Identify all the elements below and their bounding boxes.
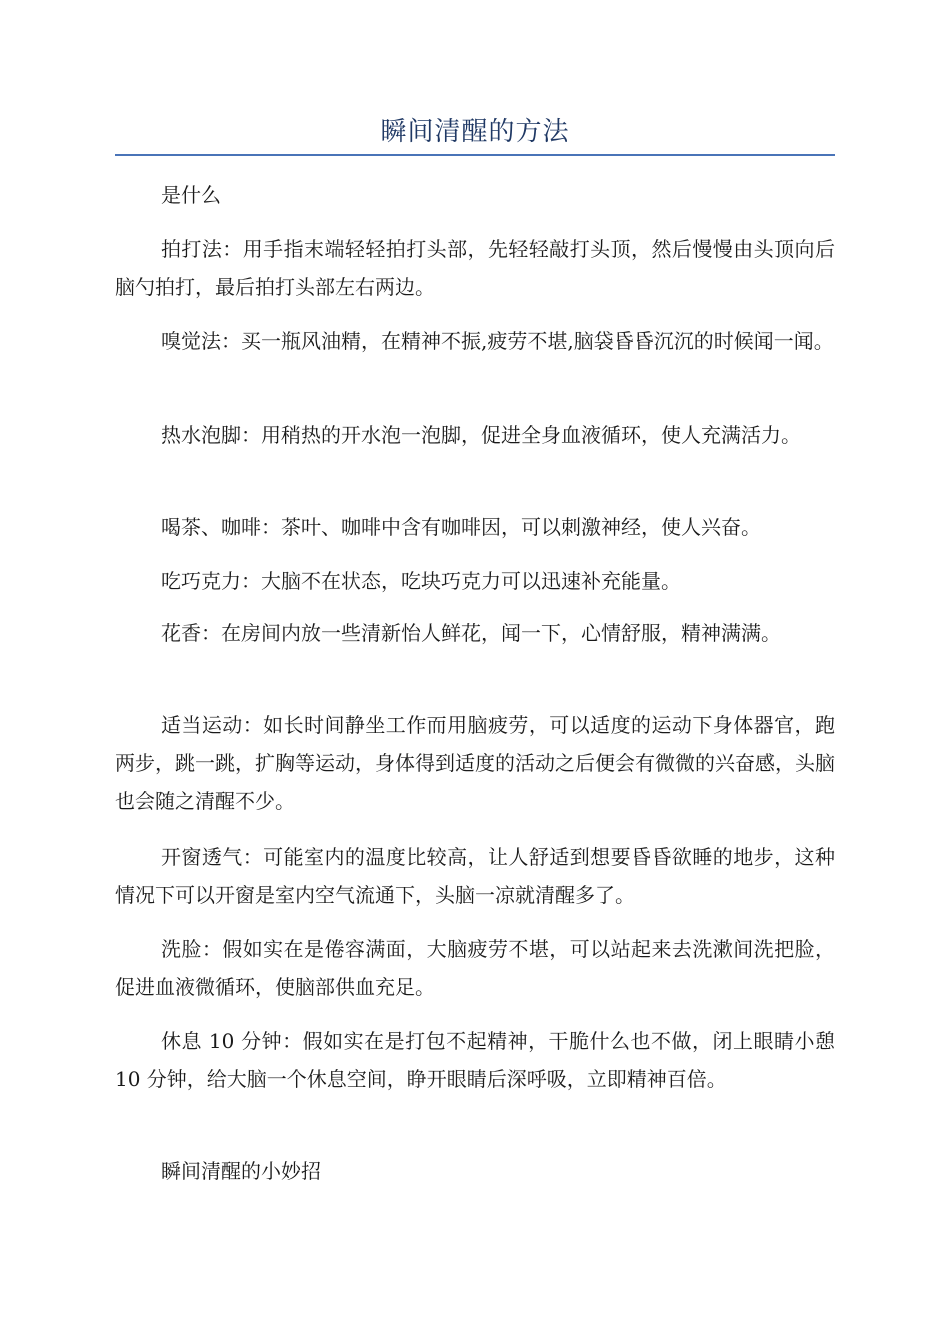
paragraph-heading-what: 是什么 <box>161 183 221 207</box>
paragraph-rest-ten-minutes: 休息 10 分钟：假如实在是打包不起精神，干脆什么也不做，闭上眼睛小憩 10 分钟，给大脑一个休息空间，睁开眼睛后深呼吸，立即精神百倍。 <box>115 1029 835 1091</box>
paragraph-wash-face: 洗脸：假如实在是倦容满面，大脑疲劳不堪，可以站起来去洗漱间洗把脸，促进血液微循环，使脑部供血充足。 <box>115 937 835 999</box>
paragraph-foot-soak: 热水泡脚：用稍热的开水泡一泡脚，促进全身血液循环，使人充满活力。 <box>161 423 801 447</box>
document-title: 瞬间清醒的方法 <box>380 117 570 147</box>
paragraph-tea-coffee: 喝茶、咖啡：茶叶、咖啡中含有咖啡因，可以刺激神经，使人兴奋。 <box>161 515 761 539</box>
paragraph-heading-tips: 瞬间清醒的小妙招 <box>161 1159 321 1183</box>
paragraph-chocolate: 吃巧克力：大脑不在状态，吃块巧克力可以迅速补充能量。 <box>161 569 681 593</box>
paragraph-open-window: 开窗透气：可能室内的温度比较高，让人舒适到想要昏昏欲睡的地步，这种情况下可以开窗是室内空气流通下，头脑一凉就清醒多了。 <box>115 845 835 907</box>
paragraph-exercise: 适当运动：如长时间静坐工作而用脑疲劳，可以适度的运动下身体器官，跑两步，跳一跳，扩胸等运动，身体得到适度的活动之后便会有微微的兴奋感，头脑也会随之清醒不少。 <box>115 713 835 813</box>
title-underline <box>115 154 835 156</box>
paragraph-tapping-method: 拍打法：用手指末端轻轻拍打头部，先轻轻敲打头顶，然后慢慢由头顶向后脑勺拍打，最后拍打头部左右两边。 <box>115 237 835 299</box>
paragraph-smell-method: 嗅觉法：买一瓶风油精，在精神不振,疲劳不堪,脑袋昏昏沉沉的时候闻一闻。 <box>161 329 834 353</box>
paragraph-flowers: 花香：在房间内放一些清新怡人鲜花，闻一下，心情舒服，精神满满。 <box>161 621 781 645</box>
